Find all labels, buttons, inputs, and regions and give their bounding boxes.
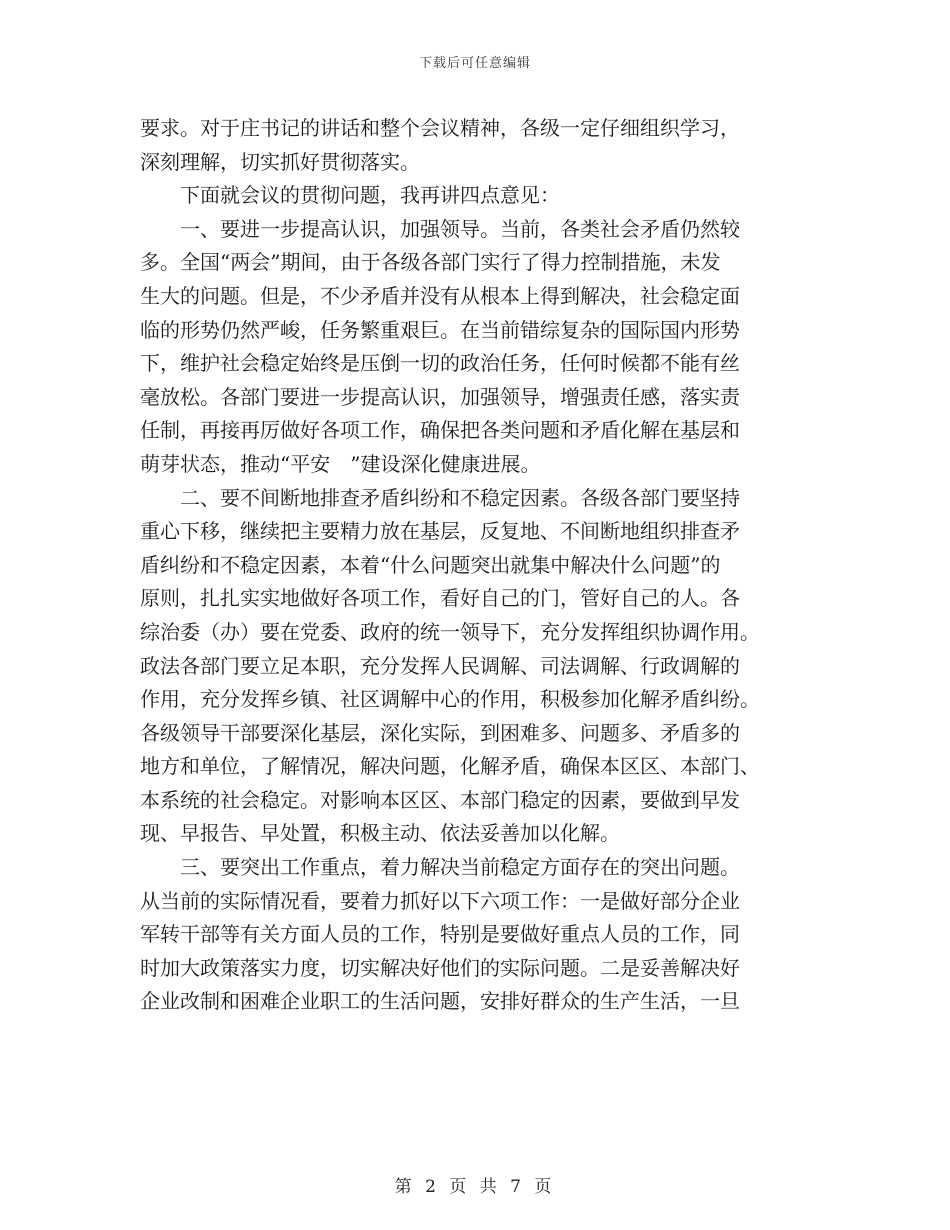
text-line: 时加大政策落实力度，切实解决好他们的实际问题。二是妥善解决好	[140, 955, 740, 980]
text-line: 任制，再接再厉做好各项工作，确保把各类问题和矛盾化解在基层和	[140, 418, 740, 443]
text-line: 下，维护社会稳定始终是压倒一切的政治任务，任何时候都不能有丝	[140, 351, 740, 376]
text-line: 各级领导干部要深化基层，深化实际，到困难多、问题多、矛盾多的	[140, 720, 740, 745]
text-line: 要求。对于庄书记的讲话和整个会议精神，各级一定仔细组织学习，	[140, 116, 740, 140]
text-line: 三、要突出工作重点，着力解决当前稳定方面存在的突出问题。	[140, 855, 740, 880]
page-header: 下载后可任意编辑	[418, 56, 531, 71]
text-line: 政法各部门要立足本职，充分发挥人民调解、司法调解、行政调解的	[140, 653, 740, 678]
text-line: 生大的问题。但是，不少矛盾并没有从根本上得到解决，社会稳定面	[140, 283, 740, 308]
text-line: 深刻理解，切实抓好贯彻落实。	[140, 149, 420, 174]
text-line: 现、早报告、早处置，积极主动、依法妥善加以化解。	[140, 821, 620, 846]
text-line: 多。全国“两会”期间，由于各级各部门实行了得力控制措施，未发	[140, 250, 721, 275]
text-line: 企业改制和困难企业职工的生活问题，安排好群众的生产生活，一旦	[140, 989, 740, 1014]
page-number: 第 2 页 共 7 页	[394, 1177, 556, 1197]
text-line: 本系统的社会稳定。对影响本区区、本部门稳定的因素，要做到早发	[140, 787, 740, 812]
text-line: 一、要进一步提高认识，加强领导。当前，各类社会矛盾仍然较	[140, 216, 740, 241]
text-line: 二、要不间断地排查矛盾纠纷和不稳定因素。各级各部门要坚持	[140, 485, 740, 510]
text-line: 临的形势仍然严峻，任务繁重艰巨。在当前错综复杂的国际国内形势	[140, 317, 740, 342]
text-line: 综治委（办）要在党委、政府的统一领导下，充分发挥组织协调作用。	[140, 619, 760, 644]
text-line: 萌芽状态，推动“平安 ”建设深化健康进展。	[140, 451, 541, 476]
text-line: 下面就会议的贯彻问题，我再讲四点意见：	[140, 183, 560, 208]
text-line: 盾纠纷和不稳定因素，本着“什么问题突出就集中解决什么问题”的	[140, 552, 721, 577]
text-line: 重心下移，继续把主要精力放在基层，反复地、不间断地组织排查矛	[140, 519, 740, 544]
text-line: 作用，充分发挥乡镇、社区调解中心的作用，积极参加化解矛盾纠纷。	[140, 687, 760, 712]
document-body	[140, 112, 812, 1019]
text-line: 地方和单位，了解情况，解决问题，化解矛盾，确保本区区、本部门、	[140, 754, 760, 779]
text-line: 毫放松。各部门要进一步提高认识，加强领导，增强责任感，落实责	[140, 384, 740, 409]
text-line: 原则，扎扎实实地做好各项工作，看好自己的门，管好自己的人。各	[140, 586, 740, 611]
text-line: 从当前的实际情况看，要着力抓好以下六项工作：一是做好部分企业	[140, 888, 740, 913]
text-line: 军转干部等有关方面人员的工作，特别是要做好重点人员的工作，同	[140, 922, 740, 947]
